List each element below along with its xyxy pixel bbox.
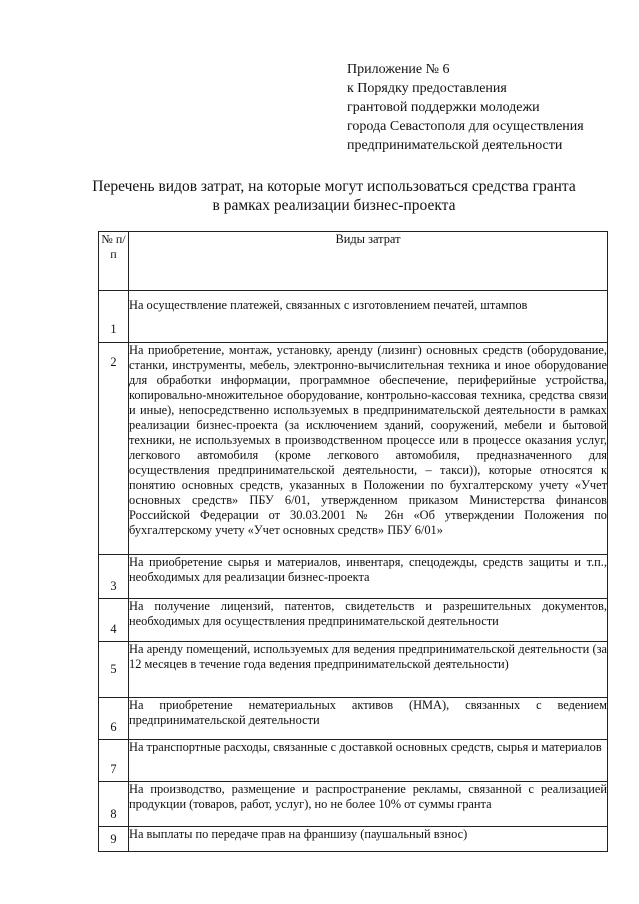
row-number: 3 [99, 555, 129, 599]
row-number: 6 [99, 698, 129, 740]
document-title [60, 177, 608, 215]
table-row [99, 740, 608, 782]
table-row [99, 343, 608, 555]
appendix-line: грантовой поддержки молодежи [347, 100, 540, 115]
row-text: На производство, размещение и распространение рекламы, связанной с реализацией продукции (товаров, работ, услуг), но не более 10% от суммы гранта [129, 782, 608, 827]
row-text: На приобретение, монтаж, установку, аренду (лизинг) основных средств (оборудование, станки, инструменты, мебель, электронно-вычислительная техника и иное оборудование для обработки информации, программное обеспечение, периферийные устройства, копировально-множительное оборудование, контрольно-кассовая техника, средства связи и иные), непосредственно используемых в предпринимательской деятельности в рамках реализации бизнес-проекта (за исключением зданий, сооружений, мебели и бытовой техники, не используемых в производственном процессе или в процессе оказания услуг, легкового автомобиля (кроме легкового автомобиля, предназначенного для осуществления предпринимательской деятельности, – такси)), которые относятся к понятию основных средств, указанных в Положении по бухгалтерскому учету «Учет основных средств» ПБУ 6/01, утвержденном приказом Министерства финансов Российской Федерации от 30.03.2001 № 26н «Об утверждении Положения по бухгалтерскому учету «Учет основных средств» ПБУ 6/01» [129, 343, 608, 555]
row-number: 5 [99, 642, 129, 698]
row-number: 9 [99, 827, 129, 852]
row-text: На приобретение нематериальных активов (НМА), связанных с ведением предпринимательской деятельности [129, 698, 608, 740]
table-row [99, 555, 608, 599]
appendix-line: предпринимательской деятельности [347, 138, 563, 153]
title-line: Перечень видов затрат, на которые могут использоваться средства гранта [92, 178, 576, 195]
table-row [99, 827, 608, 852]
table-row [99, 782, 608, 827]
row-text: На получение лицензий, патентов, свидетельств и разрешительных документов, необходимых для осуществления предпринимательской деятельности [129, 599, 608, 642]
appendix-line: города Севастополя для осуществления [347, 119, 584, 134]
row-text: На аренду помещений, используемых для ведения предпринимательской деятельности (за 12 месяцев в течение года ведения предпринимательской деятельности) [129, 642, 608, 698]
appendix-block [347, 60, 627, 155]
row-text: На осуществление платежей, связанных с изготовлением печатей, штампов [129, 291, 608, 343]
row-text: На транспортные расходы, связанные с доставкой основных средств, сырья и материалов [129, 740, 608, 782]
row-number: 8 [99, 782, 129, 827]
row-text: На выплаты по передаче прав на франшизу (паушальный взнос) [129, 827, 608, 852]
appendix-line: Приложение № 6 [347, 62, 450, 77]
table-header-row [99, 232, 608, 291]
cost-types-table [98, 231, 608, 852]
table-row [99, 642, 608, 698]
title-line: в рамках реализации бизнес-проекта [212, 197, 456, 214]
header-number: № п/п [99, 232, 129, 291]
header-cost-types: Виды затрат [129, 232, 608, 291]
row-number: 1 [99, 291, 129, 343]
row-text: На приобретение сырья и материалов, инвентаря, спецодежды, средств защиты и т.п., необходимых для реализации бизнес-проекта [129, 555, 608, 599]
row-number: 2 [99, 343, 129, 555]
row-number: 4 [99, 599, 129, 642]
appendix-line: к Порядку предоставления [347, 81, 507, 96]
table-row [99, 698, 608, 740]
table-row [99, 599, 608, 642]
table-row [99, 291, 608, 343]
row-number: 7 [99, 740, 129, 782]
